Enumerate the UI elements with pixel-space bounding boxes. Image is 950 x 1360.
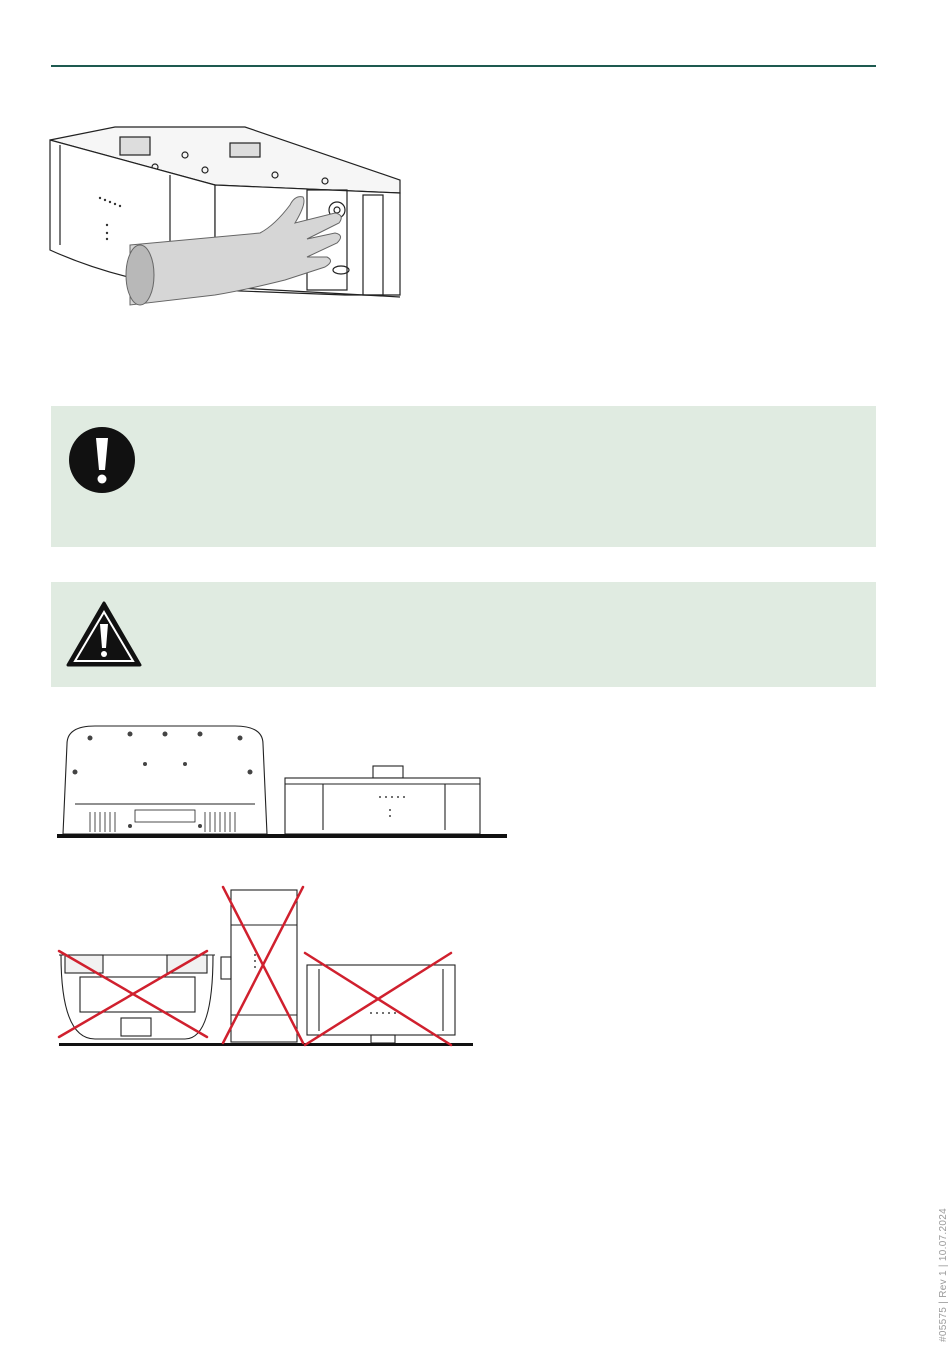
notice-box xyxy=(51,406,876,547)
correct-placement-illustration xyxy=(55,722,510,842)
incorrect-placement-illustration xyxy=(55,885,475,1050)
warning-triangle-icon xyxy=(65,600,143,668)
document-reference: #05575 | Rev 1 | 10.07.2024 xyxy=(938,1208,949,1342)
lifting-handle-illustration xyxy=(45,115,410,310)
exclamation-circle-icon xyxy=(68,426,136,494)
header-rule xyxy=(51,65,876,67)
warning-box xyxy=(51,582,876,687)
